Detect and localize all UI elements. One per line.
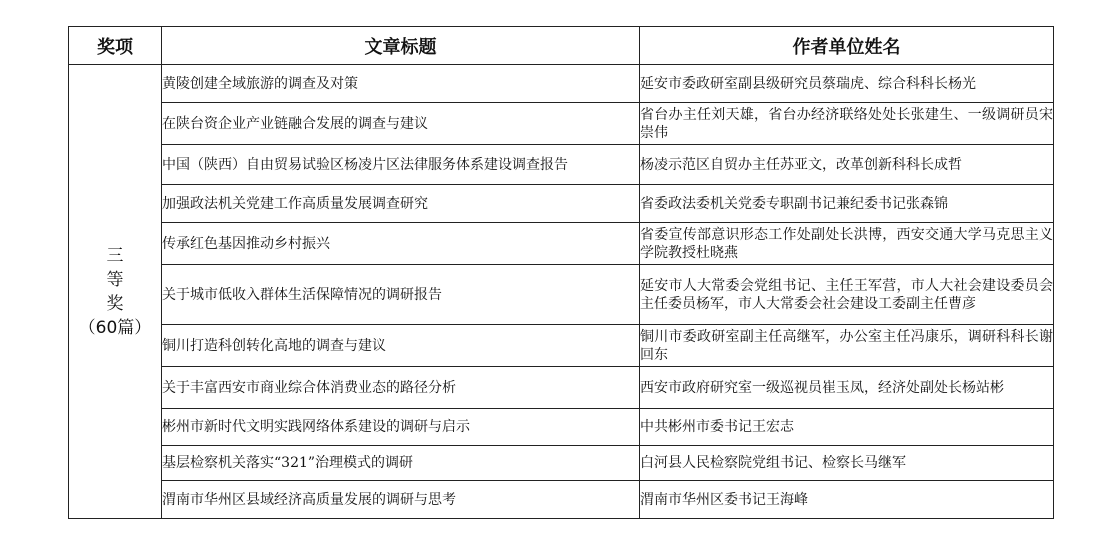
- award-level-char: 三: [106, 245, 124, 266]
- author-info: 省台办主任刘天雄，省台办经济联络处处长张建生、一级调研员宋崇伟: [640, 103, 1054, 145]
- author-info: 白河县人民检察院党组书记、检察长马继军: [640, 446, 1054, 481]
- header-title: 文章标题: [162, 27, 640, 65]
- table-row: [69, 265, 1054, 325]
- award-level-char: 等: [106, 269, 124, 290]
- author-info: 铜川市委政研室副主任高继军，办公室主任冯康乐，调研科科长谢回东: [640, 325, 1054, 367]
- article-title: 加强政法机关党建工作高质量发展调查研究: [162, 185, 640, 223]
- table-row: [69, 481, 1054, 519]
- article-title: 关于城市低收入群体生活保障情况的调研报告: [162, 265, 640, 325]
- table-row: [69, 446, 1054, 481]
- table-row: [69, 325, 1054, 367]
- author-info: 延安市委政研室副县级研究员蔡瑞虎、综合科科长杨光: [640, 65, 1054, 103]
- table-row: [69, 367, 1054, 409]
- author-info: 延安市人大常委会党组书记、主任王军营，市人大社会建设委员会主任委员杨军，市人大常委会社会建设工委副主任曹彦: [640, 265, 1054, 325]
- article-title: 关于丰富西安市商业综合体消费业态的路径分析: [162, 367, 640, 409]
- header-row: [69, 27, 1054, 65]
- table-row: [69, 185, 1054, 223]
- author-info: 西安市政府研究室一级巡视员崔玉凤，经济处副处长杨站彬: [640, 367, 1054, 409]
- article-title: 黄陵创建全域旅游的调查及对策: [162, 65, 640, 103]
- author-info: 中共彬州市委书记王宏志: [640, 409, 1054, 446]
- award-count: （60篇）: [78, 317, 152, 338]
- author-info: 渭南市华州区委书记王海峰: [640, 481, 1054, 519]
- article-title: 在陕台资企业产业链融合发展的调查与建议: [162, 103, 640, 145]
- author-info: 杨凌示范区自贸办主任苏亚文，改革创新科科长成哲: [640, 145, 1054, 185]
- article-title: 渭南市华州区县域经济高质量发展的调研与思考: [162, 481, 640, 519]
- article-title: 中国（陕西）自由贸易试验区杨凌片区法律服务体系建设调查报告: [162, 145, 640, 185]
- article-title: 基层检察机关落实“321”治理模式的调研: [162, 446, 640, 481]
- header-author: 作者单位姓名: [640, 27, 1054, 65]
- table-row: [69, 409, 1054, 446]
- article-title: 铜川打造科创转化高地的调查与建议: [162, 325, 640, 367]
- awards-table: [68, 26, 1054, 519]
- article-title: 传承红色基因推动乡村振兴: [162, 223, 640, 265]
- header-award: 奖项: [69, 27, 162, 65]
- author-info: 省委政法委机关党委专职副书记兼纪委书记张森锦: [640, 185, 1054, 223]
- table-row: [69, 103, 1054, 145]
- award-level-char: 奖: [106, 293, 124, 314]
- table-row: [69, 145, 1054, 185]
- table-row: [69, 223, 1054, 265]
- award-level-cell: [69, 65, 162, 519]
- article-title: 彬州市新时代文明实践网络体系建设的调研与启示: [162, 409, 640, 446]
- author-info: 省委宣传部意识形态工作处副处长洪博，西安交通大学马克思主义学院教授杜晓燕: [640, 223, 1054, 265]
- table-row: [69, 65, 1054, 103]
